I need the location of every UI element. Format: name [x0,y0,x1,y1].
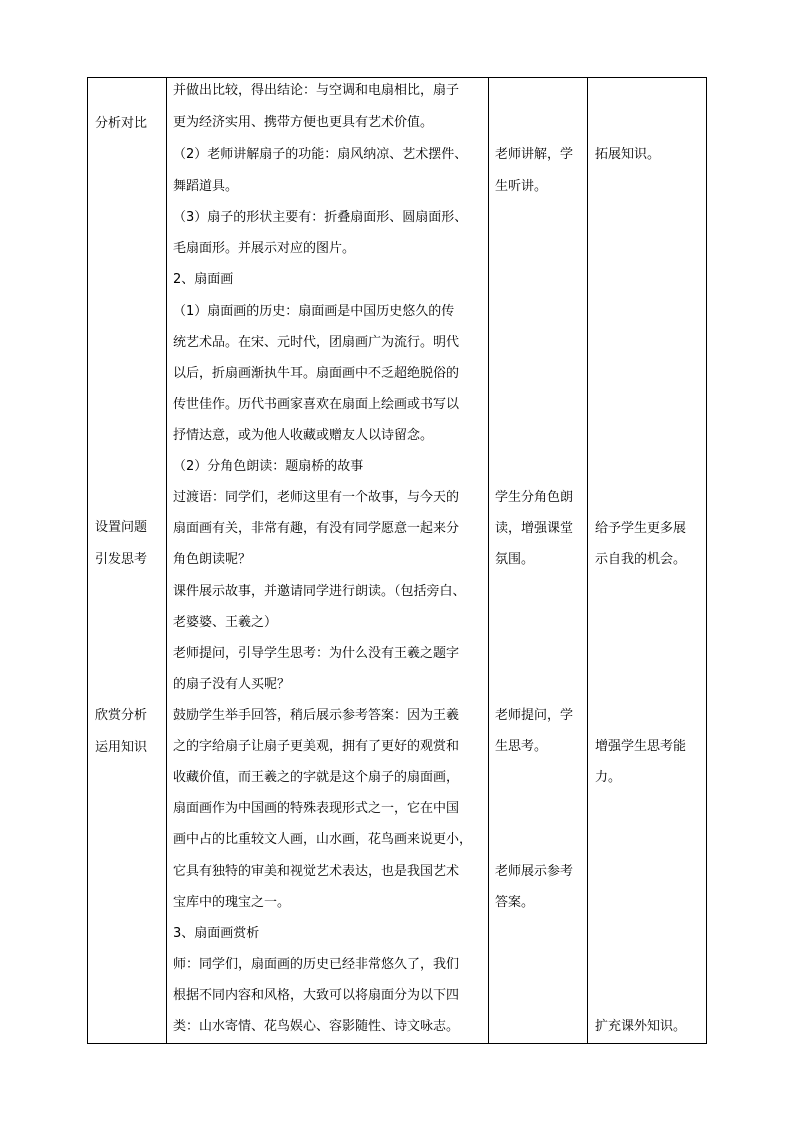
intent-expand: 拓展知识。 [595,147,661,162]
activity-lecture-1: 老师讲解，学 [495,147,574,162]
activity-read-3: 氛围。 [495,552,535,567]
content-line: 它具有独特的审美和视觉艺术表达，也是我国艺术 [173,864,460,879]
activity-answer-2: 答案。 [495,895,535,910]
content-line: 课件展示故事，并邀请同学进行朗读。（包括旁白、 [173,584,466,599]
content-line: 更为经济实用、携带方便也更具有艺术价值。 [173,115,434,130]
content-line: 毛扇面形。并展示对应的图片。 [173,241,356,256]
content-line: 以后，折扇画渐执牛耳。扇面画中不乏超绝脱俗的 [173,366,460,381]
activity-read-2: 读，增强课堂 [495,521,574,536]
column-divider-1 [166,77,167,1043]
content-line: （2）分角色朗读：题扇桥的故事 [173,459,364,474]
content-line: 舞蹈道具。 [173,179,239,194]
content-line: （2）老师讲解扇子的功能：扇风纳凉、艺术摆件、 [173,147,468,162]
content-line: 鼓励学生举手回答，稍后展示参考答案：因为王羲 [173,708,460,723]
intent-think-1: 增强学生思考能 [595,739,687,754]
content-line: 画中占的比重较文人画，山水画，花鸟画来说更小， [173,832,473,847]
content-line: 过渡语：同学们，老师这里有一个故事，与今天的 [173,490,460,505]
content-line: 角色朗读呢？ [173,552,252,567]
activity-answer-1: 老师展示参考 [495,864,574,879]
stage-label-question-2: 引发思考 [95,552,148,567]
content-heading: 2、扇面画 [173,272,234,287]
content-line: 统艺术品。在宋、元时代，团扇画广为流行。明代 [173,335,460,350]
content-line: 之的字给扇子让扇子更美观，拥有了更好的观赏和 [173,739,460,754]
column-divider-2 [488,77,489,1043]
intent-chance-2: 示自我的机会。 [595,552,687,567]
stage-label-appreciate-1: 欣赏分析 [95,708,148,723]
content-line: 老婆婆、王羲之） [173,615,278,630]
content-line: （3）扇子的形状主要有：折叠扇面形、圆扇面形、 [173,210,468,225]
intent-chance-1: 给予学生更多展 [595,521,687,536]
content-line: 宝库中的瑰宝之一。 [173,895,291,910]
column-divider-3 [587,77,588,1043]
content-line: 师：同学们，扇面画的历史已经非常悠久了，我们 [173,957,460,972]
content-line: 收藏价值，而王羲之的字就是这个扇子的扇面画， [173,770,460,785]
content-heading: 3、扇面画赏析 [173,926,260,941]
intent-extra: 扩充课外知识。 [595,1019,687,1034]
content-line: 根据不同内容和风格，大致可以将扇面分为以下四 [173,988,460,1003]
activity-read-1: 学生分角色朗 [495,490,574,505]
content-line: 并做出比较，得出结论：与空调和电扇相比，扇子 [173,83,460,98]
content-line: 传世佳作。历代书画家喜欢在扇面上绘画或书写以 [173,397,460,412]
activity-lecture-2: 生听讲。 [495,179,548,194]
content-line: 抒情达意，或为他人收藏或赠友人以诗留念。 [173,428,434,443]
stage-label-analyze: 分析对比 [95,116,148,131]
content-line: 扇面画有关，非常有趣，有没有同学愿意一起来分 [173,521,460,536]
content-line: 扇面画作为中国画的特殊表现形式之一，它在中国 [173,801,460,816]
activity-ask-2: 生思考。 [495,739,548,754]
content-line: 老师提问，引导学生思考：为什么没有王羲之题字 [173,646,460,661]
intent-think-2: 力。 [595,770,622,785]
content-line: 类：山水寄情、花鸟娱心、容影随性、诗文咏志。 [173,1019,460,1034]
content-line: （1）扇面画的历史：扇面画是中国历史悠久的传 [173,304,455,319]
stage-label-appreciate-2: 运用知识 [95,740,148,755]
content-line: 的扇子没有人买呢？ [173,677,291,692]
activity-ask-1: 老师提问，学 [495,708,574,723]
stage-label-question-1: 设置问题 [95,520,148,535]
